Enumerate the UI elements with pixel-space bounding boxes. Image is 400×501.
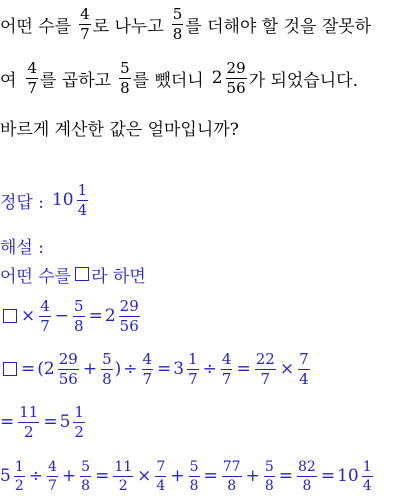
numerator: 5 [120,58,130,77]
numerator: 11 [114,458,133,475]
numerator: 29 [119,296,139,315]
explanation-label-line [0,233,400,257]
numerator: 5 [102,349,112,368]
fraction [222,460,242,493]
numerator: 29 [226,58,246,77]
denominator: 8 [302,477,312,494]
fraction [80,460,91,493]
numerator: 1 [74,402,84,421]
fraction [255,349,276,388]
fraction [297,460,317,493]
fraction [18,402,39,441]
denominator: 7 [27,78,37,97]
operator: = [157,359,172,379]
operator: + [61,466,77,486]
operator: × [279,359,295,379]
operator: = [88,306,103,326]
denominator: 4 [362,477,372,494]
mixed-number [0,460,27,493]
mixed-number [43,349,81,388]
numerator: 22 [255,349,275,368]
fraction [47,460,58,493]
fraction [187,349,199,388]
denominator: 56 [119,316,139,335]
whole-part: 2 [43,359,55,379]
denominator: 4 [299,369,309,388]
numerator: 5 [264,458,274,475]
whole-part: 2 [211,68,223,88]
numerator: 1 [362,458,372,475]
problem-text: 로 나누고 [92,16,164,37]
denominator: 7 [80,24,90,43]
whole-part: 3 [173,359,185,379]
fraction [26,58,38,97]
operator: ÷ [202,359,217,379]
fraction [14,460,25,493]
fraction [226,58,247,97]
numerator: 5 [74,296,84,315]
denominator: 7 [40,316,50,335]
problem-line-3 [0,115,400,139]
operator: + [245,466,260,486]
mixed-number [173,349,200,388]
numerator: 7 [156,458,166,475]
denominator: 7 [260,369,271,388]
denominator: 7 [48,477,57,494]
problem-text: 여 [0,70,17,91]
equation-4 [0,454,400,498]
operator: + [82,359,98,379]
denominator: 4 [156,477,166,494]
operator: = [236,359,251,379]
problem-text: 어떤 수를 [0,16,72,37]
numerator: 4 [142,349,153,368]
numerator: 4 [221,349,232,368]
problem-line-1 [0,2,400,46]
numerator: 82 [298,458,316,475]
paren: ( [37,359,44,379]
denominator: 8 [172,24,183,43]
denominator: 7 [221,369,232,388]
fraction [221,349,233,388]
whole-part: 2 [104,306,116,326]
fraction [73,402,85,441]
mixed-number [59,402,87,441]
fraction [172,4,184,43]
denominator: 2 [24,422,34,441]
operator: = [203,466,218,486]
numerator: 1 [77,180,88,199]
whole-part: 10 [337,466,359,486]
blank-box-icon [75,267,89,281]
equation-1 [0,294,400,338]
paren: ) [114,359,122,379]
operator: × [21,306,36,326]
equation-3 [0,400,400,444]
denominator: 8 [120,78,130,97]
problem-text: 를 곱하고 [39,70,112,91]
fraction [264,460,275,493]
denominator: 7 [142,369,153,388]
intro-text: 라 하면 [91,266,146,287]
numerator: 4 [40,296,50,315]
problem-text: 가 되었습니다. [248,70,358,91]
denominator: 8 [189,477,199,494]
denominator: 8 [102,369,112,388]
fraction [58,349,79,388]
numerator: 1 [188,349,198,368]
denominator: 4 [77,200,88,219]
problem-text: 를 더해야 할 것을 잘못하 [185,16,372,37]
denominator: 56 [226,78,246,97]
numerator: 29 [58,349,78,368]
blank-box-icon [3,309,17,323]
numerator: 77 [222,458,241,475]
operator: × [137,466,152,486]
numerator: 5 [189,458,199,475]
operator: = [95,466,110,486]
numerator: 11 [19,402,39,421]
fraction [362,460,373,493]
fraction [298,349,310,388]
answer-value [51,180,90,219]
denominator: 56 [58,369,78,388]
denominator: 7 [188,369,198,388]
operator: = [0,412,15,432]
fraction [39,296,51,335]
problem-question: 바르게 계산한 값은 얼마입니까? [0,119,239,140]
blank-box-icon [3,362,17,376]
fraction [189,460,200,493]
fraction [77,180,89,219]
numerator: 5 [172,4,183,23]
answer-label: 정답 : [0,192,44,213]
whole-part: 5 [59,412,71,432]
intro-text: 어떤 수를 [0,266,72,287]
operator: = [320,466,336,486]
fraction [119,58,131,97]
fraction [101,349,113,388]
operator: = [278,466,294,486]
denominator: 8 [81,477,91,494]
whole-part: 5 [0,466,11,486]
mixed-number [337,460,375,493]
denominator: 8 [74,316,84,335]
numerator: 5 [81,458,91,475]
fraction [119,296,140,335]
operator: + [170,466,185,486]
operator: ÷ [28,466,43,486]
denominator: 2 [118,477,128,494]
operator: = [43,412,58,432]
numerator: 4 [27,58,37,77]
fraction [73,296,85,335]
numerator: 7 [299,349,309,368]
denominator: 8 [227,477,237,494]
mixed-number [104,296,142,335]
denominator: 2 [14,477,24,494]
problem-text: 를 뺐더니 [132,70,204,91]
explanation-label: 해설 : [0,237,44,258]
operator: − [54,306,70,326]
numerator: 4 [80,4,90,23]
operator: = [21,359,36,379]
problem-line-2 [0,56,400,100]
fraction [113,460,133,493]
numerator: 1 [14,458,24,475]
answer-line [0,178,400,222]
whole-part: 10 [51,190,74,210]
denominator: 8 [264,477,274,494]
operator: ÷ [123,359,138,379]
fraction [79,4,91,43]
explanation-intro [0,262,400,286]
fraction [155,460,166,493]
equation-2 [0,347,400,391]
fraction [142,349,154,388]
denominator: 2 [74,422,84,441]
numerator: 4 [48,458,57,475]
mixed-number [211,58,249,97]
